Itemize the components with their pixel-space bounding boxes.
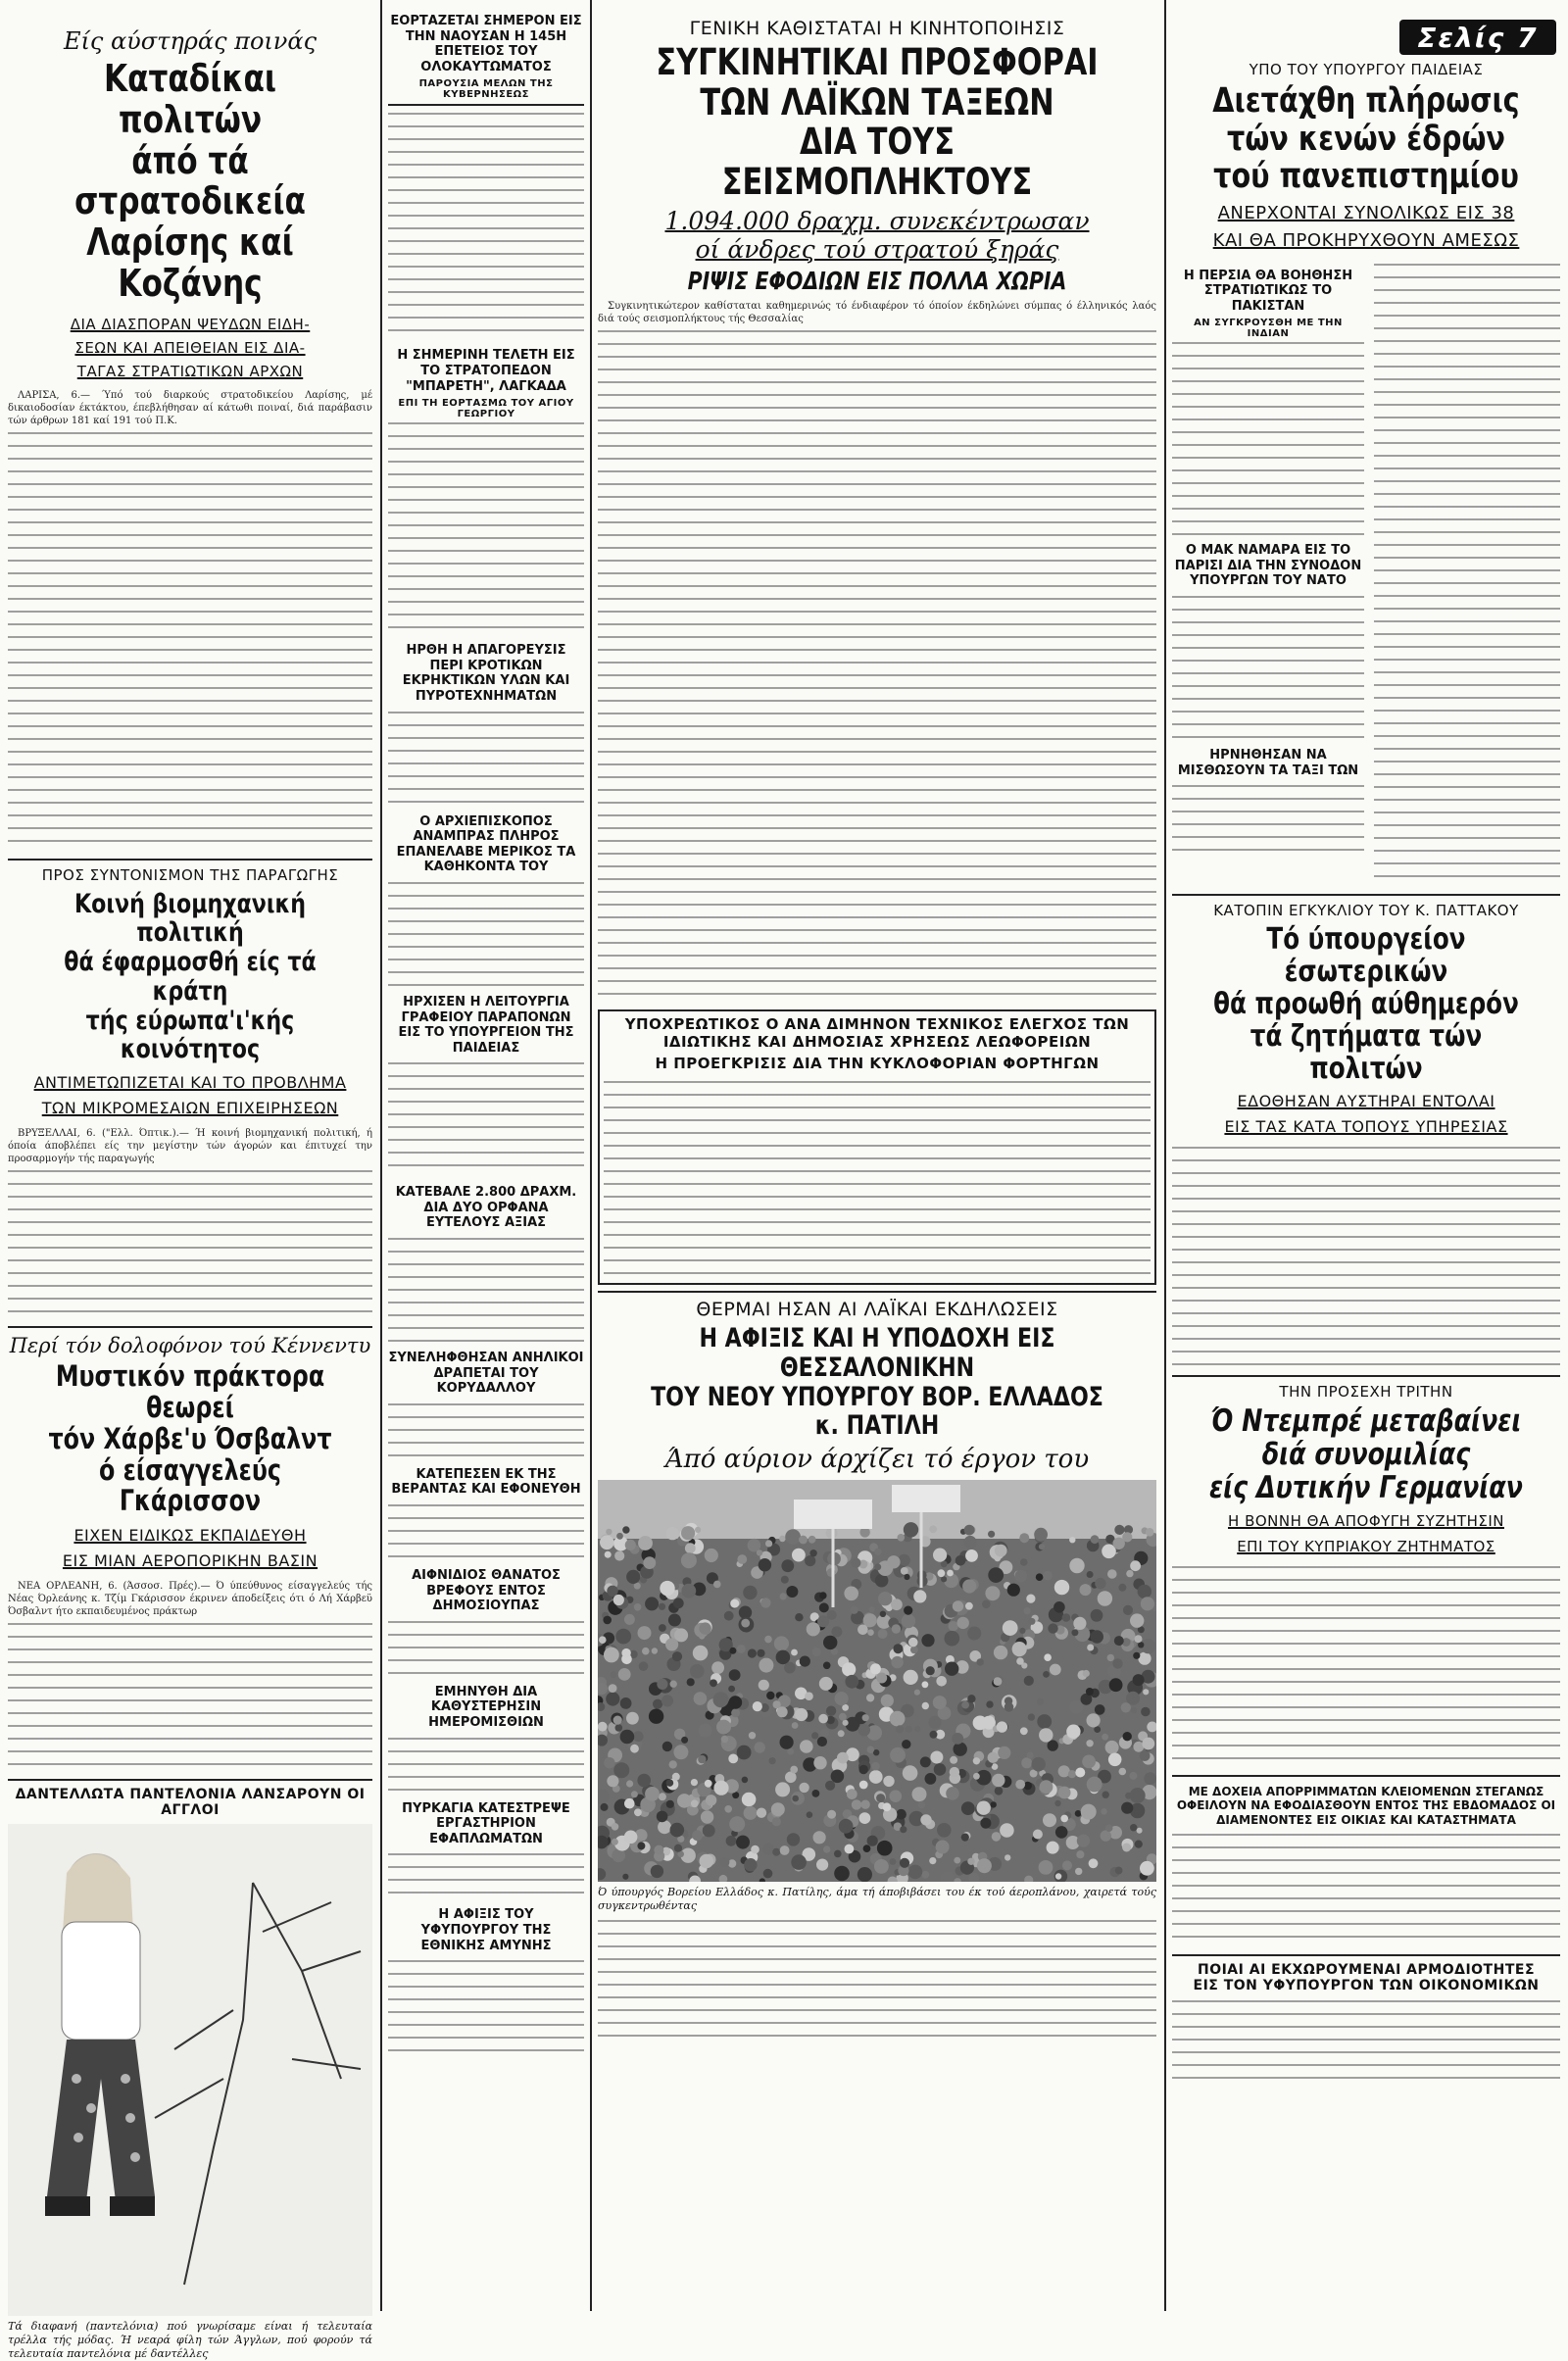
finance-headline [1172, 1962, 1560, 1993]
veranda-headline: ΚΑΤΕΠΕΣΕΝ ΕΚ ΤΗΣ ΒΕΡΑΝΤΑΣ ΚΑΙ ΕΦΟΝΕΥΘΗ [391, 1466, 581, 1498]
sec2-headline-line: θά έφαρμοσθή είς τά κράτη [64, 947, 317, 1007]
persia-text [1172, 339, 1364, 535]
column-3 [598, 0, 1156, 2040]
trucks-headline: Η ΠΡΟΕΓΚΡΙΣΙΣ ΔΙΑ ΤΗΝ ΚΥΚΛΟΦΟΡΙΑΝ ΦΟΡΤΗΓΩΝ [655, 1055, 1100, 1073]
orphans-headline: ΚΑΤΕΒΑΛΕ 2.800 ΔΡΑΧΜ. ΔΙΑ ΔΥΟ ΟΡΦΑΝΑ ΕΥΤΕΛΟΥΣ ΑΞΙΑΣ [395, 1185, 577, 1231]
column-rule [380, 0, 382, 2311]
photo-caption: Τά διαφανή (παντελόνια) πού γνωρίσαμε είναι ή τελευταία τρέλλα τής μόδας. Ή νεαρά φίλη τών Άγγλων, πού φορούν τά τελευταία παντελόνια μέ δαντέλλες [8, 2320, 372, 2361]
archbishop-text [388, 879, 584, 987]
veranda-text [388, 1501, 584, 1560]
sec2-kicker: ΠΡΟΣ ΣΥΝΤΟΝΙΣΜΟΝ ΤΗΣ ΠΑΡΑΓΩΓΗΣ [41, 865, 339, 884]
naousa-headline: ΕΟΡΤΑΖΕΤΑΙ ΣΗΜΕΡΟΝ ΕΙΣ ΤΗΝ ΝΑΟΥΣΑΝ Η 145Η ΕΠΕΤΕΙΟΣ ΤΟΥ ΟΛΟΚΑΥΤΩΜΑΤΟΣ [390, 14, 582, 74]
column-2 [388, 0, 584, 2055]
column-1 [8, 0, 372, 2361]
donations-headline-line: ΔΙΑ ΤΟΥΣ ΣΕΙΣΜΟΠΛΗΚΤΟΥΣ [721, 121, 1033, 204]
donations-headline-line: ΣΥΓΚΙΝΗΤΙΚΑΙ ΠΡΟΣΦΟΡΑΙ [656, 41, 1099, 83]
sec2-headline-line: Κοινή βιομηχανική πολιτική [74, 888, 306, 949]
sec2-subhead [8, 1070, 372, 1121]
sec3-text-block [8, 1620, 372, 1773]
col1-headline [40, 59, 339, 305]
interior-headline-line: Τό ύπουργείον έσωτερικών [1266, 921, 1466, 989]
deputy-minister-text [388, 1957, 584, 2055]
complaints-office-headline: ΗΡΧΙΣΕΝ Η ΛΕΙΤΟΥΡΓΙΑ ΓΡΑΦΕΙΟΥ ΠΑΡΑΠΟΝΩΝ ΕΙΣ ΤΟ ΥΠΟΥΡΓΕΙΟΝ ΤΗΣ ΠΑΙΔΕΙΑΣ [398, 994, 574, 1056]
col1-headline-line: Λαρίσης καί Κοζάνης [86, 221, 294, 305]
donations-headline [598, 43, 1156, 203]
col1-headline-line: άπό τά στρατοδικεία [74, 138, 306, 223]
bus-inspection-text [604, 1078, 1151, 1279]
wages-text [388, 1735, 584, 1794]
interior-subhead-line: ΕΙΣ ΤΑΣ ΚΑΤΑ ΤΟΠΟΥΣ ΥΠΗΡΕΣΙΑΣ [1224, 1116, 1508, 1136]
wages-headline: ΕΜΗΝΥΘΗ ΔΙΑ ΚΑΘΥΣΤΕΡΗΣΙΝ ΗΜΕΡΟΜΙΣΘΙΩΝ [428, 1684, 544, 1730]
supplies-drop-headline: ΡΙΨΙΣ ΕΦΟΔΙΩΝ ΕΙΣ ΠΟΛΛΑ ΧΩΡΙΑ [687, 266, 1067, 295]
taxi-text [1172, 782, 1364, 851]
university-text [1374, 261, 1560, 888]
mcnamara-text [1172, 593, 1364, 740]
university-headline-line: τού πανεπιστημίου [1213, 157, 1519, 196]
crowd-photo-illustration [598, 1480, 1156, 1882]
sec3-subhead-line: ΕΙΣ ΜΙΑΝ ΑΕΡΟΠΟΡΙΚΗΝ ΒΑΣΙΝ [62, 1551, 318, 1571]
photo-kicker: ΔΑΝΤΕΛΛΩΤΑ ΠΑΝΤΕΛΟΝΙΑ ΛΑΝΣΑΡΟΥΝ ΟΙ ΑΓΓΛΟΙ [15, 1787, 366, 1819]
donations-deck-line: οί άνδρες τού στρατού ξηράς [695, 234, 1059, 264]
debre-headline-line: είς Δυτικήν Γερμανίαν [1209, 1469, 1523, 1505]
interior-text [1172, 1144, 1560, 1369]
persia-subhead: ΑΝ ΣΥΓΚΡΟΥΣΘΗ ΜΕ ΤΗΝ ΙΝΔΙΑΝ [1194, 318, 1343, 340]
debre-subhead-line: Η ΒΟΝΝΗ ΘΑ ΑΠΟΦΥΓΗ ΣΥΖΗΤΗΣΙΝ [1228, 1511, 1504, 1530]
col1-lead: ΛΑΡΙΣΑ, 6.— Ύπό τού διαρκούς στρατοδικείου Λαρίσης, μέ δικαιοδοσίαν έκτάκτου, έπεβλήθησαν αί κάτωθι ποιναί, διά παράβασιν τών άρθρων 181 καί 191 τού Π.Κ. [8, 389, 372, 426]
korydallos-text [388, 1401, 584, 1459]
debre-text [1172, 1563, 1560, 1769]
interior-headline-line: τά ζητήματα τών πολιτών [1250, 1018, 1483, 1086]
garbage-bins-text [1172, 1831, 1560, 1948]
page-number-logo: Σελίς 7 [1399, 20, 1556, 55]
interior-headline [1207, 923, 1526, 1085]
fireworks-headline: ΗΡΘΗ Η ΑΠΑΓΟΡΕΥΣΙΣ ΠΕΡΙ ΚΡΟΤΙΚΩΝ ΕΚΡΗΚΤΙΚΩΝ ΥΛΩΝ ΚΑΙ ΠΥΡΟΤΕΧΝΗΜΑΤΩΝ [402, 643, 570, 704]
donations-lead: Συγκινητικώτερον καθίσταται καθημερινώς τό ένδιαφέρον τό όποίον έκδηλώνει σύμπας ό έλληνικός λαός διά τούς σεισμοπλήκτους τής Θεσσαλίας [598, 301, 1156, 325]
complaints-office-text [388, 1059, 584, 1177]
col1-headline-line: Καταδίκαι πολιτών [103, 57, 277, 141]
patilis-headline-line: ΤΟΥ ΝΕΟΥ ΥΠΟΥΡΓΟΥ ΒΟΡ. ΕΛΛΑΔΟΣ κ. ΠΑΤΙΛΗ [651, 1381, 1103, 1442]
sec2-lead: ΒΡΥΞΕΛΛΑΙ, 6. ("Ελλ. Όπτικ.).— Ή κοινή βιομηχανική πολιτική, ή όποία άποβλέπει είς την μεγίστην τών άγορών και έπιτυχεί την προσαρμογήν τής παραγωγής [8, 1127, 372, 1164]
patilis-headline-line: Η ΑΦΙΞΙΣ ΚΑΙ Η ΥΠΟΔΟΧΗ ΕΙΣ ΘΕΣΣΑΛΟΝΙΚΗΝ [699, 1323, 1055, 1383]
model-photo-illustration [8, 1824, 372, 2316]
donations-text-block [598, 327, 1156, 1004]
debre-headline-line: διά συνομιλίας [1261, 1436, 1471, 1472]
sec2-text-block [8, 1167, 372, 1320]
sec3-lead: ΝΕΑ ΟΡΛΕΑΝΗ, 6. (Άσσοσ. Πρές).— Ό ύπεύθυνος είσαγγελεύς τής Νέας Όρλεάνης κ. Τζίμ Γκάρισσον έκρινεν άποδείξεις ότι ό Λή Χάρβεϋ Όσβαλντ ήτο εκπαιδευμένος πράκτωρ [8, 1581, 372, 1618]
interior-subhead [1172, 1089, 1560, 1140]
sec3-kicker: Περί τόν δολοφόνον τού Κέννεντυ [9, 1333, 371, 1357]
interior-headline-line: θά προωθή αύθημερόν [1213, 986, 1519, 1021]
debre-headline [1207, 1404, 1526, 1504]
patilis-kicker: ΘΕΡΜΑΙ ΗΣΑΝ ΑΙ ΛΑΪΚΑΙ ΕΚΔΗΛΩΣΕΙΣ [696, 1299, 1058, 1321]
education-kicker: ΥΠΟ ΤΟΥ ΥΠΟΥΡΓΟΥ ΠΑΙΔΕΙΑΣ [1249, 61, 1484, 78]
lagkada-headline: Η ΣΗΜΕΡΙΝΗ ΤΕΛΕΤΗ ΕΙΣ ΤΟ ΣΤΡΑΤΟΠΕΔΟΝ "ΜΠΑΡΕΤΗ", ΛΑΓΚΑΔΑ [397, 348, 575, 394]
naousa-subhead: ΠΑΡΟΥΣΙΑ ΜΕΛΩΝ ΤΗΣ ΚΥΒΕΡΝΗΣΕΩΣ [418, 78, 554, 101]
mcnamara-headline: Ο ΜΑΚ ΝΑΜΑΡΑ ΕΙΣ ΤΟ ΠΑΡΙΣΙ ΔΙΑ ΤΗΝ ΣΥΝΟΔΟΝ ΥΠΟΥΡΓΩΝ ΤΟΥ ΝΑΤΟ [1174, 543, 1362, 589]
sec3-subhead [8, 1523, 372, 1574]
sec2-headline [40, 890, 339, 1064]
sec2-body [8, 1127, 372, 1165]
orphans-text [388, 1235, 584, 1343]
fireworks-text [388, 709, 584, 807]
infant-death-headline: ΑΙΦΝΙΔΙΟΣ ΘΑΝΑΤΟΣ ΒΡΕΦΟΥΣ ΕΝΤΟΣ ΔΗΜΟΣΙΟΥΠΑΣ [412, 1568, 561, 1614]
sec3-headline-line: τόν Χάρβε'υ Όσβαλντ [48, 1421, 332, 1455]
col1-article-body [8, 389, 372, 427]
taxi-headline: ΗΡΝΗΘΗΣΑΝ ΝΑ ΜΙΣΘΩΣΟΥΝ ΤΑ ΤΑΞΙ ΤΩΝ [1177, 748, 1359, 778]
col1-kicker: Είς αύστηράς ποινάς [63, 27, 318, 55]
university-headline [1207, 82, 1526, 196]
mobilization-kicker: ΓΕΝΙΚΗ ΚΑΘΙΣΤΑΤΑΙ Η ΚΙΝΗΤΟΠΟΙΗΣΙΣ [689, 18, 1065, 39]
university-headline-line: τών κενών έδρών [1227, 119, 1505, 159]
korydallos-headline: ΣΥΝΕΛΗΦΘΗΣΑΝ ΑΝΗΛΙΚΟΙ ΔΡΑΠΕΤΑΙ ΤΟΥ ΚΟΡΥΔΑΛΛΟΥ [388, 1351, 584, 1397]
sec3-body [8, 1580, 372, 1618]
masthead [1172, 0, 1560, 61]
infant-death-text [388, 1618, 584, 1677]
persia-headline: Η ΠΕΡΣΙΑ ΘΑ ΒΟΗΘΗΣΗ ΣΤΡΑΤΙΩΤΙΚΩΣ ΤΟ ΠΑΚΙΣΤΑΝ [1183, 268, 1353, 314]
university-subhead-line: ΑΝΕΡΧΟΝΤΑΙ ΣΥΝΟΛΙΚΩΣ ΕΙΣ 38 [1217, 202, 1515, 223]
col1-subhead [8, 313, 372, 383]
university-subhead-line: ΚΑΙ ΘΑ ΠΡΟΚΗΡΥΧΘΟΥΝ ΑΜΕΣΩΣ [1212, 229, 1520, 251]
patilis-text [598, 1917, 1156, 2040]
column-rule [1164, 0, 1166, 2311]
donations-deck [598, 207, 1156, 264]
fire-workshop-text [388, 1850, 584, 1899]
debre-subhead [1172, 1508, 1560, 1559]
lagkada-text [388, 419, 584, 635]
university-headline-line: Διετάχθη πλήρωσις [1212, 81, 1520, 121]
col1-subhead-line: ΤΑΓΑΣ ΣΤΡΑΤΙΩΤΙΚΩΝ ΑΡΧΩΝ [76, 362, 304, 380]
col1-subhead-line: ΔΙΑ ΔΙΑΣΠΟΡΑΝ ΨΕΥΔΩΝ ΕΙΔΗ- [70, 315, 311, 333]
col1-text-block [8, 429, 372, 853]
donations-headline-line: ΤΩΝ ΛΑΪΚΩΝ ΤΑΞΕΩΝ [700, 80, 1054, 123]
crowd-photo [598, 1480, 1156, 1882]
lagkada-subhead: ΕΠΙ ΤΗ ΕΟΡΤΑΣΜΩ ΤΟΥ ΑΓΙΟΥ ΓΕΩΡΓΙΟΥ [398, 398, 574, 420]
col4-left [1172, 261, 1364, 888]
garbage-bins-headline: ΜΕ ΔΟΧΕΙΑ ΑΠΟΡΡΙΜΜΑΤΩΝ ΚΛΕΙΟΜΕΝΩΝ ΣΤΕΓΑΝΩΣ ΟΦΕΙΛΟΥΝ ΝΑ ΕΦΟΔΙΑΣΘΟΥΝ ΕΝΤΟΣ ΤΗΣ ΕΒΔΟΜΑΔΟΣ ΟΙ ΔΙΑΜΕΝΟΝΤΕΣ ΕΙΣ ΟΙΚΙΑΣ ΚΑΙ ΚΑΤΑΣΤΗΜΑΤΑ [1176, 1784, 1556, 1827]
interior-kicker: ΚΑΤΟΠΙΝ ΕΓΚΥΚΛΙΟΥ ΤΟΥ Κ. ΠΑΤΤΑΚΟΥ [1213, 901, 1519, 919]
patilis-deck: Άπό αύριον άρχίζει τό έργον του [664, 1445, 1090, 1474]
lace-trousers-photo [8, 1824, 372, 2316]
finance-headline-line: ΕΙΣ ΤΟΝ ΥΦΥΠΟΥΡΓΟΝ ΤΩΝ ΟΙΚΟΝΟΜΙΚΩΝ [1193, 1977, 1540, 1993]
col1-subhead-line: ΣΕΩΝ ΚΑΙ ΑΠΕΙΘΕΙΑΝ ΕΙΣ ΔΙΑ- [74, 338, 306, 357]
donations-deck-line: 1.094.000 δραχμ. συνεκέντρωσαν [664, 206, 1090, 235]
sec3-headline [40, 1358, 339, 1518]
interior-subhead-line: ΕΔΟΘΗΣΑΝ ΑΥΣΤΗΡΑΙ ΕΝΤΟΛΑΙ [1237, 1091, 1495, 1110]
sec2-subhead-line: ΤΩΝ ΜΙΚΡΟΜΕΣΑΙΩΝ ΕΠΙΧΕΙΡΗΣΕΩΝ [41, 1098, 339, 1117]
finance-text [1172, 1997, 1560, 2086]
sec3-headline-line: Μυστικόν πράκτορα θεωρεί [55, 1358, 325, 1424]
fire-workshop-headline: ΠΥΡΚΑΓΙΑ ΚΑΤΕΣΤΡΕΨΕ ΕΡΓΑΣΤΗΡΙΟΝ ΕΦΑΠΛΩΜΑΤΩΝ [402, 1800, 570, 1846]
sec2-headline-line: τής εύρωπα'ι'κής κοινότητος [85, 1005, 295, 1065]
crowd-photo-caption: Ό ύπουργός Βορείου Ελλάδος κ. Πατίλης, άμα τή άποβιβάσει του έκ τού άεροπλάνου, χαιρετά τούς συγκεντρωθέντας [598, 1886, 1156, 1912]
donations-body [598, 300, 1156, 325]
sec3-headline-line: ό είσαγγελεύς Γκάρισσον [98, 1452, 282, 1518]
naousa-text [388, 110, 584, 340]
bus-inspection-box [598, 1009, 1156, 1285]
column-4 [1172, 0, 1560, 2086]
university-subhead [1172, 200, 1560, 255]
finance-headline-line: ΠΟΙΑΙ ΑΙ ΕΚΧΩΡΟΥΜΕΝΑΙ ΑΡΜΟΔΙΟΤΗΤΕΣ [1197, 1961, 1536, 1978]
column-rule [590, 0, 592, 2311]
deputy-minister-headline: Η ΑΦΙΞΙΣ ΤΟΥ ΥΦΥΠΟΥΡΓΟΥ ΤΗΣ ΕΘΝΙΚΗΣ ΑΜΥΝΗΣ [420, 1907, 552, 1953]
archbishop-headline: Ο ΑΡΧΙΕΠΙΣΚΟΠΟΣ ΑΝΑΜΠΡΑΣ ΠΛΗΡΟΣ ΕΠΑΝΕΛΑΒΕ ΜΕΡΙΚΟΣ ΤΑ ΚΑΘΗΚΟΝΤΑ ΤΟΥ [396, 813, 576, 875]
sec2-subhead-line: ΑΝΤΙΜΕΤΩΠΙΖΕΤΑΙ ΚΑΙ ΤΟ ΠΡΟΒΛΗΜΑ [33, 1072, 347, 1092]
col4-split [1172, 261, 1560, 888]
debre-subhead-line: ΕΠΙ ΤΟΥ ΚΥΠΡΙΑΚΟΥ ΖΗΤΗΜΑΤΟΣ [1237, 1537, 1495, 1555]
patilis-headline [648, 1324, 1105, 1441]
debre-kicker: ΤΗΝ ΠΡΟΣΕΧΗ ΤΡΙΤΗΝ [1279, 1382, 1453, 1401]
bus-inspection-headline: ΥΠΟΧΡΕΩΤΙΚΟΣ Ο ΑΝΑ ΔΙΜΗΝΟΝ ΤΕΧΝΙΚΟΣ ΕΛΕΓΧΟΣ ΤΩΝ ΙΔΙΩΤΙΚΗΣ ΚΑΙ ΔΗΜΟΣΙΑΣ ΧΡΗΣΕΩΣ ΛΕΩΦΟΡΕΙΩΝ [624, 1015, 1130, 1052]
sec3-subhead-line: ΕΙΧΕΝ ΕΙΔΙΚΩΣ ΕΚΠΑΙΔΕΥΘΗ [74, 1526, 307, 1546]
debre-headline-line: Ό Ντεμπρέ μεταβαίνει [1210, 1402, 1522, 1439]
